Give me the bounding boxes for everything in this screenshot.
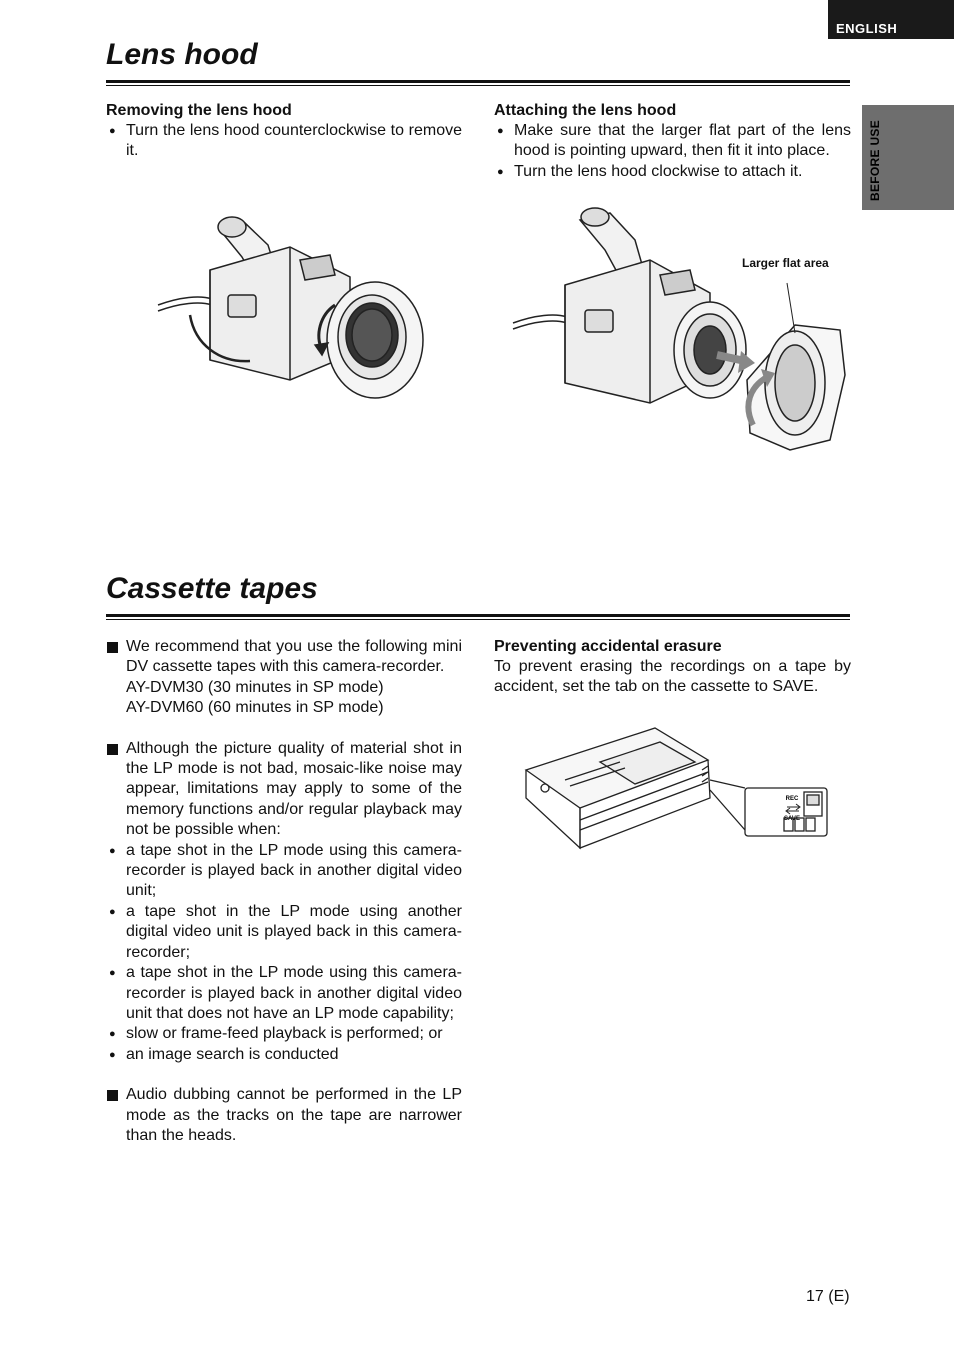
cassette-tapes-rule [106, 614, 850, 617]
section-side-tab [862, 105, 954, 210]
attaching-lens-hood-column [494, 101, 851, 182]
erasure-text: To prevent erasing the recordings on a tape by accident, set the tab on the cassette to SAVE. [494, 658, 851, 696]
lp-condition-4: ● slow or frame-feed playback is performed; or [106, 1024, 462, 1044]
cassette-recommend-paragraph: We recommend that you use the following mini DV cassette tapes with this camera-recorder. [106, 637, 462, 678]
cassette-illustration [520, 720, 840, 855]
attaching-bullet-1: ● Make sure that the larger flat part of the lens hood is pointing upward, then fit it into place. [494, 121, 851, 162]
removing-lens-hood-column [106, 101, 462, 162]
camera-attaching-hood-illustration [505, 205, 855, 455]
cassette-tab-rec-label: REC [785, 796, 799, 802]
lp-condition-5: ● an image search is conducted [106, 1045, 462, 1065]
tape-model-dvm30: AY-DVM30 (30 minutes in SP mode) [126, 678, 384, 696]
page-number: 17 (E) [806, 1288, 850, 1305]
cassette-tab-save-label: SAVE [784, 816, 800, 822]
language-tab [828, 0, 954, 39]
cassette-left-column [106, 637, 462, 1146]
lp-condition-2: ● a tape shot in the LP mode using another digital video unit is played back in this camera-recorder; [106, 902, 462, 963]
erasure-column [494, 637, 851, 698]
attaching-heading: Attaching the lens hood [494, 102, 677, 119]
section-tab-label: BEFORE USE [868, 119, 882, 201]
tape-model-dvm60: AY-DVM60 (60 minutes in SP mode) [126, 699, 384, 717]
removing-heading: Removing the lens hood [106, 102, 292, 119]
language-label: ENGLISH [836, 21, 898, 36]
removing-bullet: ● Turn the lens hood counterclockwise to remove it. [106, 121, 462, 162]
larger-flat-area-callout: Larger flat area [742, 256, 829, 270]
lens-hood-title: Lens hood [106, 38, 258, 71]
lp-condition-1: ● a tape shot in the LP mode using this camera-recorder is played back in another digital video unit; [106, 841, 462, 902]
audio-dubbing-paragraph: Audio dubbing cannot be performed in the LP mode as the tracks on the tape are narrower than the heads. [106, 1085, 462, 1146]
erasure-heading: Preventing accidental erasure [494, 638, 722, 655]
lp-mode-paragraph: Although the picture quality of material shot in the LP mode is not bad, mosaic-like noise may appear, limitations may apply to some of the memory functions and/or regular playback may not be possible when: [106, 739, 462, 841]
lens-hood-rule [106, 80, 850, 83]
lp-condition-3: ● a tape shot in the LP mode using this camera-recorder is played back in another digital video unit that does not have an LP mode capability; [106, 963, 462, 1024]
attaching-bullet-2: ● Turn the lens hood clockwise to attach it. [494, 162, 851, 182]
camera-removing-hood-illustration [150, 185, 430, 405]
cassette-tapes-title: Cassette tapes [106, 572, 318, 605]
